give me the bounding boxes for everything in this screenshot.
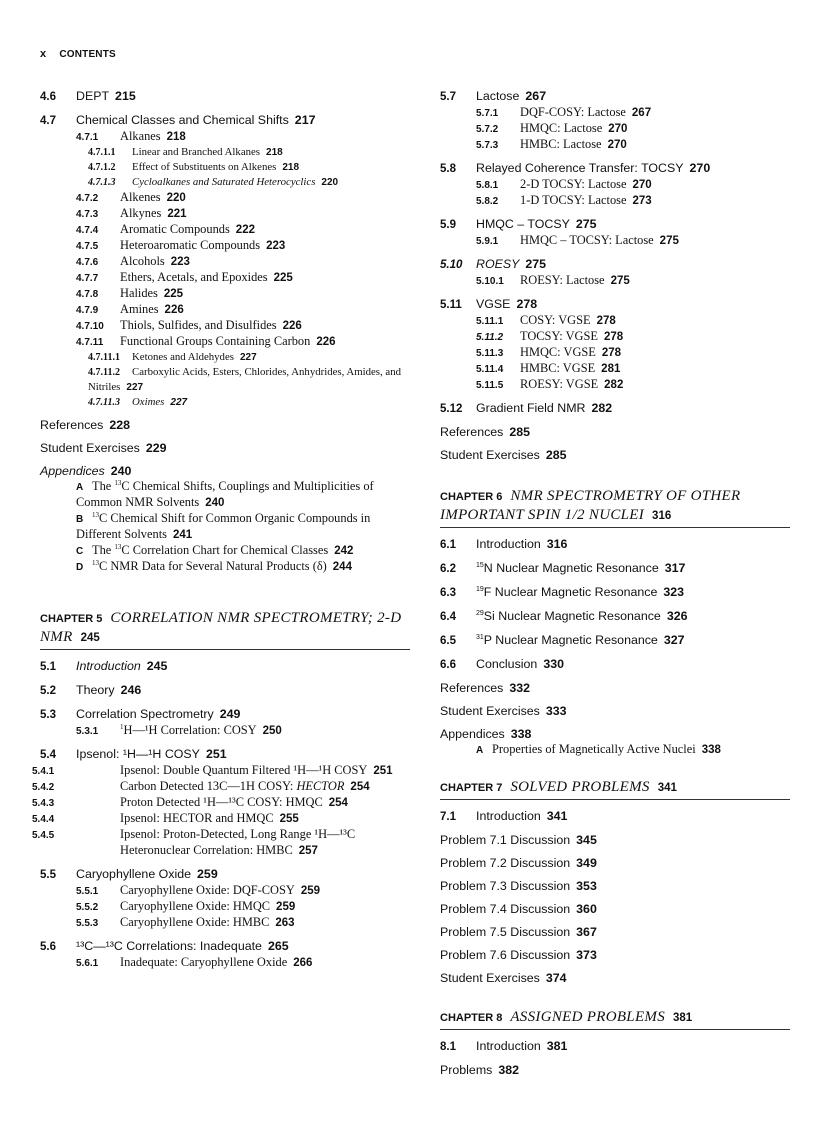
toc-entry[interactable]: 7.1 Introduction 341: [440, 809, 568, 823]
toc-left-column: [32, 88, 410, 971]
toc-entry[interactable]: 5.7 Lactose 267: [440, 89, 547, 103]
toc-entry[interactable]: 5.4 Ipsenol: ¹H—¹H COSY 251: [40, 747, 227, 761]
toc-entry[interactable]: Problem 7.6 Discussion 373: [440, 948, 597, 962]
toc-subsubentry[interactable]: 4.7.1.2 Effect of Substituents on Alkenes 218: [88, 161, 300, 173]
toc-entry[interactable]: 8.1 Introduction 381: [440, 1039, 568, 1053]
toc-entry-student-exercises[interactable]: Student Exercises 229: [40, 441, 167, 455]
toc-entry[interactable]: Problems 382: [440, 1063, 520, 1077]
toc-subentry[interactable]: 5.11.3 HMQC: VGSE 278: [476, 345, 622, 359]
toc-subentry[interactable]: 4.7.2 Alkenes 220: [76, 190, 186, 204]
toc-subentry[interactable]: 5.11.5 ROESY: VGSE 282: [476, 377, 624, 391]
toc-subentry[interactable]: 5.7.1 DQF-COSY: Lactose 267: [476, 105, 652, 119]
toc-subentry[interactable]: 4.7.6 Alcohols 223: [76, 254, 190, 268]
toc-subentry[interactable]: 5.4.3 Proton Detected ¹H—¹³C COSY: HMQC 254: [32, 795, 348, 809]
toc-entry[interactable]: Problem 7.3 Discussion 353: [440, 879, 597, 893]
toc-appendix[interactable]: A Properties of Magnetically Active Nuclei 338: [476, 742, 721, 756]
toc-entry[interactable]: Problem 7.5 Discussion 367: [440, 925, 597, 939]
toc-entry-student-exercises[interactable]: Student Exercises 285: [440, 448, 567, 462]
running-head: [40, 48, 116, 60]
toc-entry-references[interactable]: References 228: [40, 418, 131, 432]
toc-appendix[interactable]: B $^{13}$C Chemical Shift for Common Organic Compounds in Different Solvents 241: [76, 511, 371, 541]
toc-entry[interactable]: 5.1 Introduction 245: [40, 659, 168, 673]
toc-entry[interactable]: Problem 7.1 Discussion 345: [440, 833, 597, 847]
toc-entry[interactable]: 4.7 Chemical Classes and Chemical Shifts 217: [40, 113, 316, 127]
toc-subentry[interactable]: 4.7.5 Heteroaromatic Compounds 223: [76, 238, 286, 252]
toc-subentry[interactable]: 5.9.1 HMQC – TOCSY: Lactose 275: [476, 233, 679, 247]
toc-subentry[interactable]: 4.7.9 Amines 226: [76, 302, 184, 316]
toc-entry[interactable]: 5.2 Theory 246: [40, 683, 142, 697]
toc-subentry[interactable]: 5.11.1 COSY: VGSE 278: [476, 313, 616, 327]
toc-subentry[interactable]: 5.11.2 TOCSY: VGSE 278: [476, 329, 624, 343]
toc-entry[interactable]: Problem 7.2 Discussion 349: [440, 856, 597, 870]
toc-entry-appendices[interactable]: Appendices 338: [440, 727, 532, 741]
toc-entry-student-exercises[interactable]: Student Exercises 374: [440, 971, 567, 985]
toc-entry[interactable]: 5.6 ¹³C—¹³C Correlations: Inadequate 265: [40, 939, 289, 953]
toc-subsubentry[interactable]: 4.7.1.1 Linear and Branched Alkanes 218: [88, 146, 283, 158]
toc-subsubentry[interactable]: 4.7.11.3 Oximes 227: [88, 396, 188, 408]
toc-subentry[interactable]: 4.7.4 Aromatic Compounds 222: [76, 222, 255, 236]
toc-entry[interactable]: 6.2 $^{15}$N Nuclear Magnetic Resonance 317: [440, 561, 686, 575]
toc-subsubentry[interactable]: 4.7.11.2 Carboxylic Acids, Esters, Chlorides, Anhydrides, Amides, and Nitriles 227: [88, 366, 401, 393]
toc-subentry[interactable]: 5.4.5 Ipsenol: Proton-Detected, Long Range ¹H—¹³C Heteronuclear Correlation: HMBC 257: [32, 827, 356, 857]
toc-entry[interactable]: Problem 7.4 Discussion 360: [440, 902, 597, 916]
toc-entry[interactable]: 6.4 $^{29}$Si Nuclear Magnetic Resonance 326: [440, 609, 688, 623]
toc-subentry[interactable]: 4.7.1 Alkanes 218: [76, 129, 186, 143]
chapter-heading[interactable]: CHAPTER 5 CORRELATION NMR SPECTROMETRY; 2-D NMR 245: [40, 609, 410, 650]
toc-entry[interactable]: 6.1 Introduction 316: [440, 537, 568, 551]
page-number: x: [40, 48, 47, 60]
toc-subentry[interactable]: 4.7.7 Ethers, Acetals, and Epoxides 225: [76, 270, 293, 284]
toc-subentry[interactable]: 5.8.1 2-D TOCSY: Lactose 270: [476, 177, 652, 191]
toc-subentry[interactable]: 5.3.1 $^1$H—¹H Correlation: COSY 250: [76, 723, 282, 737]
toc-subentry[interactable]: 4.7.11 Functional Groups Containing Carbon 226: [76, 334, 336, 348]
toc-entry[interactable]: 5.12 Gradient Field NMR 282: [440, 401, 613, 415]
toc-appendix[interactable]: A The $^{13}$C Chemical Shifts, Couplings and Multiplicities of Common NMR Solvents 240: [76, 479, 374, 509]
chapter-heading[interactable]: CHAPTER 6 NMR SPECTROMETRY OF OTHER IMPORTANT SPIN 1/2 NUCLEI 316: [440, 487, 790, 528]
toc-entry-references[interactable]: References 332: [440, 681, 531, 695]
chapter-heading[interactable]: CHAPTER 8 ASSIGNED PROBLEMS 381: [440, 1008, 790, 1030]
toc-subentry[interactable]: 5.5.2 Caryophyllene Oxide: HMQC 259: [76, 899, 296, 913]
toc-subentry[interactable]: 5.4.2 Carbon Detected 13C—1H COSY: HECTOR 254: [32, 779, 370, 793]
running-title: CONTENTS: [59, 49, 116, 60]
toc-entry[interactable]: 6.5 $^{31}$P Nuclear Magnetic Resonance 327: [440, 633, 685, 647]
toc-appendix[interactable]: D $^{13}$C NMR Data for Several Natural Products (δ) 244: [76, 559, 352, 573]
toc-subentry[interactable]: 5.10.1 ROESY: Lactose 275: [476, 273, 630, 287]
toc-entry[interactable]: 4.6 DEPT 215: [40, 89, 136, 103]
toc-subentry[interactable]: 5.7.2 HMQC: Lactose 270: [476, 121, 628, 135]
toc-subentry[interactable]: 5.11.4 HMBC: VGSE 281: [476, 361, 621, 375]
toc-subentry[interactable]: 5.6.1 Inadequate: Caryophyllene Oxide 266: [76, 955, 313, 969]
toc-entry[interactable]: 5.10 ROESY 275: [440, 257, 547, 271]
toc-entry[interactable]: 5.8 Relayed Coherence Transfer: TOCSY 270: [440, 161, 711, 175]
toc-entry[interactable]: 6.3 $^{19}$F Nuclear Magnetic Resonance 323: [440, 585, 685, 599]
toc-entry-appendices[interactable]: Appendices 240: [40, 464, 132, 478]
toc-entry[interactable]: 6.6 Conclusion 330: [440, 657, 564, 671]
toc-subentry[interactable]: 5.7.3 HMBC: Lactose 270: [476, 137, 627, 151]
toc-entry-references[interactable]: References 285: [440, 425, 531, 439]
toc-entry-student-exercises[interactable]: Student Exercises 333: [440, 704, 567, 718]
toc-subentry[interactable]: 4.7.3 Alkynes 221: [76, 206, 187, 220]
toc-subentry[interactable]: 4.7.8 Halides 225: [76, 286, 184, 300]
toc-entry[interactable]: 5.3 Correlation Spectrometry 249: [40, 707, 241, 721]
toc-subentry[interactable]: 5.4.1 Ipsenol: Double Quantum Filtered ¹H—¹H COSY 251: [32, 763, 393, 777]
toc-subentry[interactable]: 5.4.4 Ipsenol: HECTOR and HMQC 255: [32, 811, 299, 825]
toc-right-column: [440, 88, 790, 1078]
toc-entry[interactable]: 5.5 Caryophyllene Oxide 259: [40, 867, 218, 881]
toc-subentry[interactable]: 5.5.3 Caryophyllene Oxide: HMBC 263: [76, 915, 295, 929]
chapter-heading[interactable]: CHAPTER 7 SOLVED PROBLEMS 341: [440, 778, 790, 800]
toc-subsubentry[interactable]: 4.7.11.1 Ketones and Aldehydes 227: [88, 351, 257, 363]
toc-subsubentry[interactable]: 4.7.1.3 Cycloalkanes and Saturated Heterocyclics 220: [88, 176, 339, 188]
toc-appendix[interactable]: C The $^{13}$C Correlation Chart for Chemical Classes 242: [76, 543, 354, 557]
toc-subentry[interactable]: 5.5.1 Caryophyllene Oxide: DQF-COSY 259: [76, 883, 321, 897]
toc-subentry[interactable]: 5.8.2 1-D TOCSY: Lactose 273: [476, 193, 652, 207]
toc-entry[interactable]: 5.11 VGSE 278: [440, 297, 538, 311]
toc-subentry[interactable]: 4.7.10 Thiols, Sulfides, and Disulfides 226: [76, 318, 302, 332]
toc-entry[interactable]: 5.9 HMQC – TOCSY 275: [440, 217, 597, 231]
